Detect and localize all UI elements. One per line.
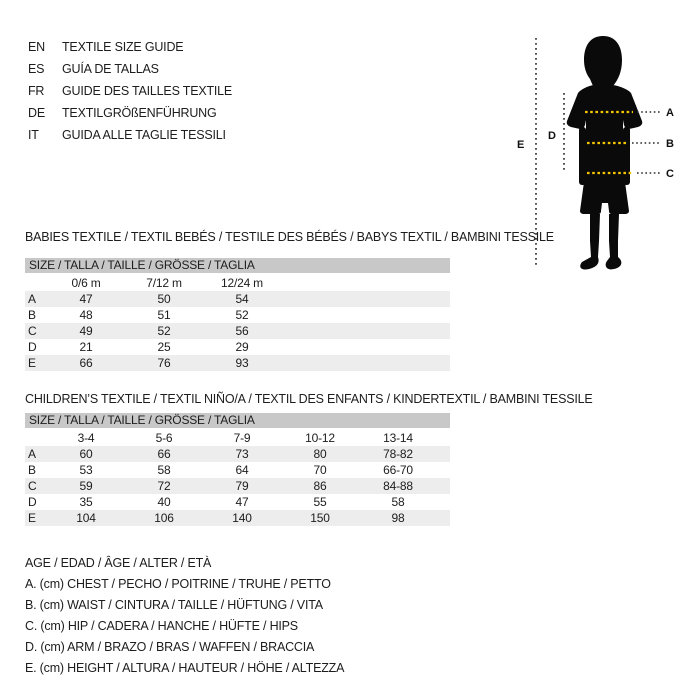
table-cell: 47 <box>79 292 93 306</box>
silhouette-shorts <box>580 182 629 214</box>
table-cell: 53 <box>79 463 93 477</box>
language-list <box>28 36 232 146</box>
table-cell: 79 <box>235 479 249 493</box>
table-row <box>25 478 450 494</box>
children-table-rows <box>25 446 450 526</box>
child-silhouette <box>567 36 643 270</box>
babies-column-header: 7/12 m <box>146 276 182 290</box>
table-cell: 93 <box>235 356 249 370</box>
babies-section-title: BABIES TEXTILE / TEXTIL BEBÉS / TESTILE DES BÉBÉS / BABYS TEXTIL / BAMBINI TESSILE <box>25 230 554 244</box>
language-title: GUÍA DE TALLAS <box>62 62 159 76</box>
row-label: B <box>28 463 36 477</box>
row-label: E <box>28 356 36 370</box>
table-cell: 21 <box>79 340 93 354</box>
silhouette-right-leg <box>609 214 619 257</box>
language-row-en <box>28 36 232 58</box>
table-cell: 70 <box>313 463 327 477</box>
table-cell: 40 <box>157 495 171 509</box>
table-row <box>25 307 450 323</box>
silhouette-right-arm <box>623 127 630 185</box>
table-cell: 59 <box>79 479 93 493</box>
table-row <box>25 339 450 355</box>
legend-item-height: E. (cm) HEIGHT / ALTURA / HAUTEUR / HÖHE / ALTEZZA <box>25 661 345 675</box>
table-cell: 104 <box>76 511 96 525</box>
language-code: IT <box>28 128 39 142</box>
language-code: DE <box>28 106 45 120</box>
legend-age-line: AGE / EDAD / ÂGE / ALTER / ETÀ <box>25 556 212 570</box>
table-row <box>25 291 450 307</box>
table-cell: 52 <box>157 324 171 338</box>
table-cell: 80 <box>313 447 327 461</box>
table-row <box>25 323 450 339</box>
babies-column-header: 12/24 m <box>221 276 263 290</box>
figure-label-e: E <box>517 139 525 151</box>
row-label: A <box>28 447 36 461</box>
children-column-header: 13-14 <box>383 431 413 445</box>
legend-item-hip: C. (cm) HIP / CADERA / HANCHE / HÜFTE / HIPS <box>25 619 298 633</box>
table-cell: 98 <box>391 511 405 525</box>
table-cell: 47 <box>235 495 249 509</box>
table-row <box>25 355 450 371</box>
measurement-legend <box>25 553 344 679</box>
silhouette-left-shoe <box>580 257 598 270</box>
table-cell: 150 <box>310 511 330 525</box>
children-column-header: 10-12 <box>305 431 335 445</box>
babies-column-header: 0/6 m <box>71 276 101 290</box>
table-cell: 73 <box>235 447 249 461</box>
language-row-de <box>28 102 232 124</box>
table-row <box>25 462 450 478</box>
silhouette-right-shoe <box>606 257 622 269</box>
table-cell: 49 <box>79 324 93 338</box>
silhouette-left-arm <box>579 127 586 185</box>
language-code: ES <box>28 62 45 76</box>
table-cell: 66 <box>157 447 171 461</box>
figure-label-c: C <box>666 168 674 180</box>
children-column-header: 5-6 <box>155 431 173 445</box>
legend-item-chest: A. (cm) CHEST / PECHO / POITRINE / TRUHE / PETTO <box>25 577 331 591</box>
row-label: D <box>28 495 37 509</box>
row-label: A <box>28 292 36 306</box>
row-label: D <box>28 340 37 354</box>
table-cell: 66-70 <box>383 463 413 477</box>
figure-label-b: B <box>666 138 674 150</box>
children-section-title: CHILDREN’S TEXTILE / TEXTIL NIÑO/A / TEXTIL DES ENFANTS / KINDERTEXTIL / BAMBINI TESSILE <box>25 392 593 406</box>
children-column-header-row <box>25 430 450 446</box>
legend-item-waist: B. (cm) WAIST / CINTURA / TAILLE / HÜFTUNG / VITA <box>25 598 323 612</box>
row-label: B <box>28 308 36 322</box>
table-cell: 51 <box>157 308 171 322</box>
row-label: C <box>28 479 37 493</box>
table-cell: 140 <box>232 511 252 525</box>
figure-label-a: A <box>666 107 674 119</box>
table-cell: 58 <box>391 495 405 509</box>
table-row <box>25 446 450 462</box>
table-cell: 60 <box>79 447 93 461</box>
size-figure-illustration <box>500 20 700 285</box>
language-code: EN <box>28 40 45 54</box>
table-cell: 64 <box>235 463 249 477</box>
babies-size-header-bar: SIZE / TALLA / TAILLE / GRÖSSE / TAGLIA <box>25 258 450 273</box>
language-title: TEXTILE SIZE GUIDE <box>62 40 184 54</box>
table-cell: 106 <box>154 511 174 525</box>
language-row-es <box>28 58 232 80</box>
row-label: E <box>28 511 36 525</box>
table-cell: 35 <box>79 495 93 509</box>
children-column-header: 7-9 <box>233 431 251 445</box>
language-code: FR <box>28 84 45 98</box>
babies-column-header-row <box>25 275 450 291</box>
language-title: TEXTILGRÖßENFÜHRUNG <box>62 106 217 120</box>
table-cell: 84-88 <box>383 479 413 493</box>
table-cell: 72 <box>157 479 171 493</box>
table-cell: 52 <box>235 308 249 322</box>
children-size-header-bar: SIZE / TALLA / TAILLE / GRÖSSE / TAGLIA <box>25 413 450 428</box>
language-title: GUIDA ALLE TAGLIE TESSILI <box>62 128 226 142</box>
table-row <box>25 510 450 526</box>
table-cell: 29 <box>235 340 249 354</box>
table-cell: 55 <box>313 495 327 509</box>
table-cell: 50 <box>157 292 171 306</box>
row-label: C <box>28 324 37 338</box>
language-title: GUIDE DES TAILLES TEXTILE <box>62 84 233 98</box>
table-cell: 58 <box>157 463 171 477</box>
figure-label-d: D <box>548 130 556 142</box>
table-cell: 76 <box>157 356 171 370</box>
table-cell: 56 <box>235 324 249 338</box>
table-cell: 48 <box>79 308 93 322</box>
table-cell: 66 <box>79 356 93 370</box>
children-column-header: 3-4 <box>77 431 95 445</box>
language-row-it <box>28 124 232 146</box>
table-row <box>25 494 450 510</box>
table-cell: 25 <box>157 340 171 354</box>
legend-item-arm: D. (cm) ARM / BRAZO / BRAS / WAFFEN / BRACCIA <box>25 640 315 654</box>
silhouette-left-leg <box>590 214 600 257</box>
language-row-fr <box>28 80 232 102</box>
table-cell: 54 <box>235 292 249 306</box>
silhouette-shirt <box>567 84 643 182</box>
table-cell: 78-82 <box>383 447 413 461</box>
babies-table-rows <box>25 291 450 371</box>
table-cell: 86 <box>313 479 327 493</box>
